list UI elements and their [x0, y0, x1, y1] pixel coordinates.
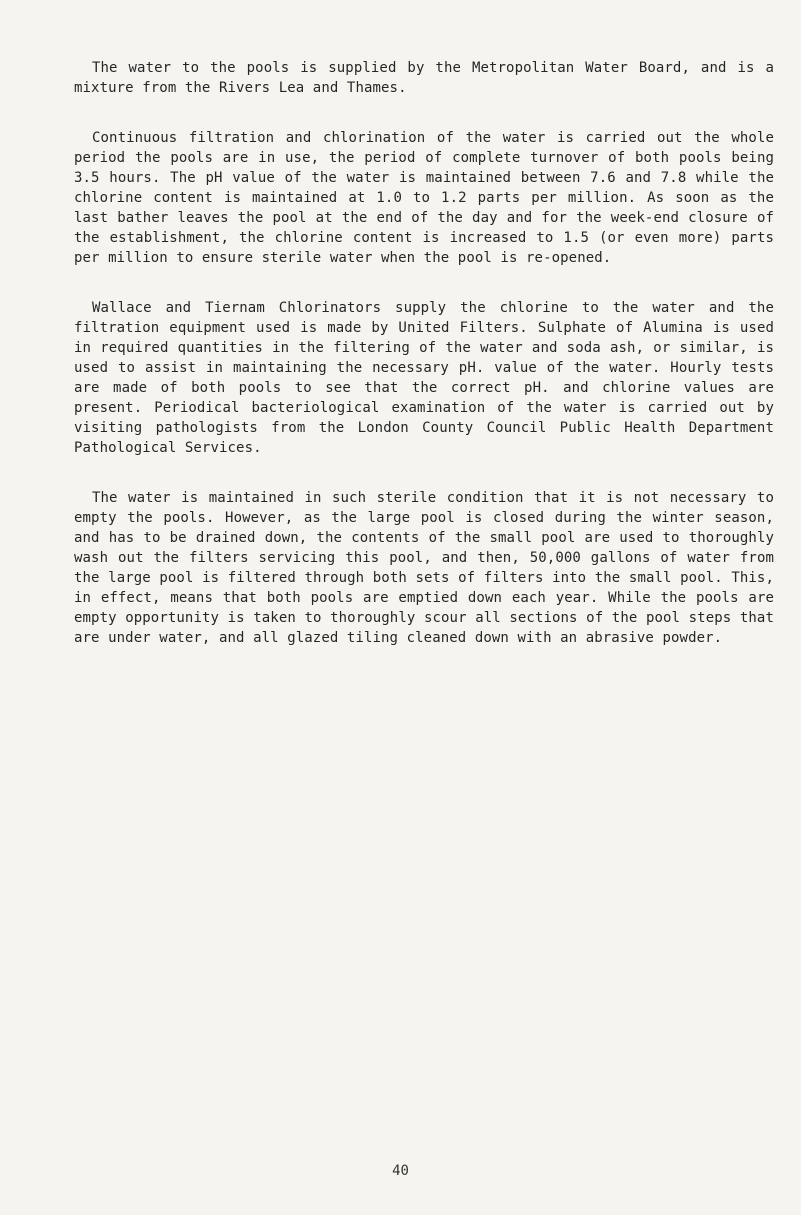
paragraph-water-supply: The water to the pools is supplied by the Metropolitan Water Board, and is a mixture from the Rivers Lea and Thames.: [74, 60, 774, 96]
paragraph-chlorinators-testing: Wallace and Tiernam Chlorinators supply the chlorine to the water and the filtration equipment used is made by United Filters. Sulphate of Alumina is used in required quantities in the filtering of the water and soda ash, or similar, is used to assist in maintaining the necessary pH. value of the water. Hourly tests are made of both pools to see that the correct pH. and chlorine values are present. Periodical bacteriological examination of the water is carried out by visiting pathologists from the London County Council Public Health Department Pathological Services.: [74, 300, 774, 456]
paragraph-pool-maintenance: The water is maintained in such sterile condition that it is not necessary to empty the pools. However, as the large pool is closed during the winter season, and has to be drained down, the contents of the small pool are used to thoroughly wash out the filters servicing this pool, and then, 50,000 gallons of water from the large pool is filtered through both sets of filters into the small pool. This, in effect, means that both pools are emptied down each year. While the pools are empty opportunity is taken to thoroughly scour all sections of the pool steps that are under water, and all glazed tiling cleaned down with an abrasive powder.: [74, 490, 774, 646]
body-text: [74, 58, 774, 678]
page-number: 40: [392, 1163, 409, 1179]
paragraph-filtration-chlorination: Continuous filtration and chlorination of the water is carried out the whole period the pools are in use, the period of complete turnover of both pools being 3.5 hours. The pH value of the water is maintained between 7.6 and 7.8 while the chlorine content is maintained at 1.0 to 1.2 parts per million. As soon as the last bather leaves the pool at the end of the day and for the week-end closure of the establishment, the chlorine content is increased to 1.5 (or even more) parts per million to ensure sterile water when the pool is re-opened.: [74, 130, 774, 266]
